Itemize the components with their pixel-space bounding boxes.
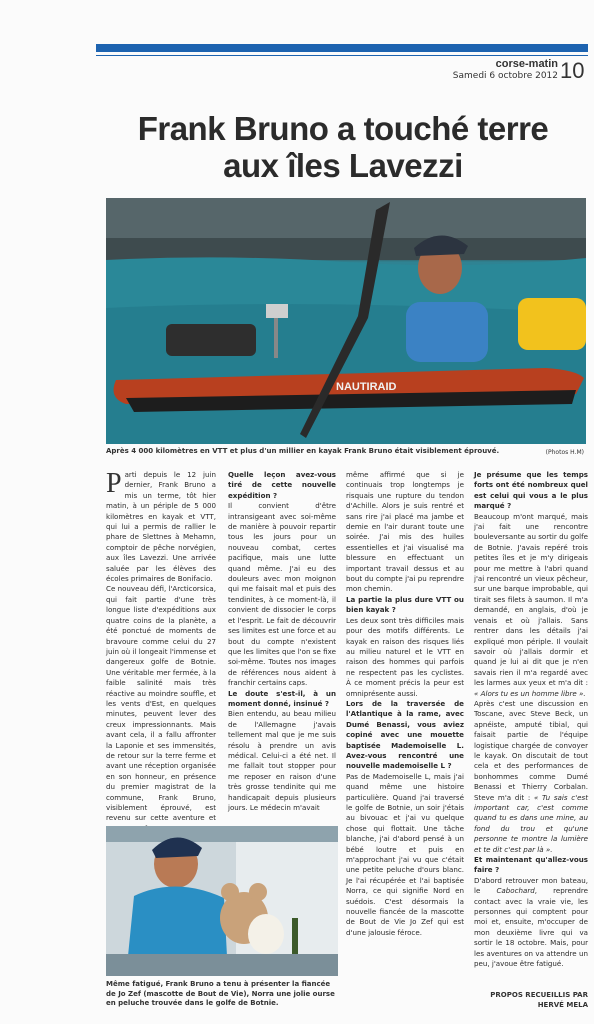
teddy-bear-photo-illustration [106,826,338,976]
question-6: Et maintenant qu'allez-vous faire ? [474,855,588,875]
question-3: La partie la plus dure VTT ou bien kayak ? [346,594,464,615]
headline-line-1: Frank Bruno a touché terre [137,110,549,147]
question-4: Lors de la traversée de l'Atlantique à la rame, avec Dumé Benassi, vous aviez copiné avec une mouette baptisée Mademoiselle L. Avez-vous rencontré une nouvelle mademoiselle L ? [346,698,464,771]
question-1: Quelle leçon avez-vous tiré de cette nouvelle expédition ? [228,470,336,500]
teddy-photo-caption: Même fatigué, Frank Bruno a tenu à présenter la fiancée de Jo Zef (mascotte de Bout de Vie), Norra une jolie ourse en peluche trouvée dans le golfe de Botnie. [106,980,335,1007]
drop-cap: P [106,468,122,499]
article-column-4 [474,470,588,970]
answer-6: D'abord retrouver mon bateau, le [474,875,588,896]
answer-4: Pas de Mademoiselle L, mais j'ai quand même une histoire particulière. Quand j'ai traversé le golfe de Botnie, un soir j'étais au bivouac et j'ai vu quelque chose qui flottait. Une tâche blanche, j'ai d'abord pensé à un bébé loutre et puis en m'approchant j'ai vu que c'était une petite peluche d'ours blanc. Je l'ai récupérée et l'ai baptisée Norra, ce qui signifie Nord en suédois. C'est désormais la nouvelle fiancée de la mascotte de Bout de Vie Jo Zef qui est d'une jalousie féroce. [346,771,464,937]
answer-5: Beaucoup m'ont marqué, mais j'ai fait une rencontre bouleversante au sortir du golfe de Botnie. J'avais repéré trois petites îles et je m'y dirigeais pour me mettre à l'abri quand j'ai rencontré un vieux pêcheur, sur une barque improbable, qui tirait ses filets à saumon. Il m'a demandé, en anglais, d'où je venais et où j'allais. Sans rentrer dans les détails j'ai expliqué mon périple. Il voulait savoir où j'allais dormir et quand je lui ai dit que je n'en savais rien il m'a regardé avec les larmes aux yeux et m'a dit : [474,511,588,688]
issue-date: Samedi 6 octobre 2012 [452,71,558,81]
byline-line-2: HERVÉ MELA [537,1001,588,1009]
top-thin-rule [96,55,588,56]
answer-5-quote: « Alors tu es un homme libre ». [474,688,586,698]
byline [488,990,588,1010]
answer-5-continued: Après c'est une discussion en Toscane, avec Steve Beck, un apnéiste, amputé tibial, qui faisait partie de l'équipe logistique chargée de convoyer le kayak. On discutait de tout cela et des performances de bonhommes comme Dumé Benassi et Thierry Corbalan. Steve m'a dit : [474,698,588,802]
answer-2-continued: même affirmé que si je continuais trop longtemps je risquais une rupture du tendon d'Achille. Alors je suis rentré et sans rire j'ai placé ma jambe et demie en l'air durant toute une soirée. J'ai mis des huiles essentielles et j'ai visualisé ma blessure en effectuant un important travail dessus et au bout du compte j'ai pu reprendre mon chemin. [346,470,464,594]
headline-line-2: aux îles Lavezzi [223,147,463,184]
headline [98,110,588,184]
teddy-bear-photo [106,826,338,976]
article-intro: arti depuis le 12 juin dernier, Frank Bruno a mis un terme, tôt hier matin, à un périple de 5 000 kilomètres en kayak et VTT, qui lui a permis de rallier le phare de Slettnes à Mehamn, comptoir de pêche norvégien, aux îles Lavezzi. Une arrivée saluée par les élèves des écoles primaires de Bonifacio. [106,470,216,584]
article-column-1 [106,470,216,834]
article-column-2 [228,470,336,813]
page-number: 10 [560,58,585,83]
kayak-photo [106,198,586,444]
answer-3: Les deux sont très difficiles mais pour des motifs différents. Le kayak en raison des risques liés au milieu naturel et le VTT en raison des hommes qui parfois ne respectent pas les cyclistes. À ce moment précis la peur est omniprésente aussi. [346,615,464,698]
masthead [430,58,558,82]
boat-name: Cabochard [496,886,535,896]
photo-caption-text: Après 4 000 kilomètres en VTT et plus d'un millier en kayak Frank Bruno était visiblement éprouvé. [106,447,500,455]
kayak-brand-label: NAUTIRAID [336,381,397,393]
answer-1: Il convient d'être intransigeant avec soi-même de manière à pouvoir repartir tous les jours pour un nouveau combat, certes pacifique, mais une lutte quand même. J'ai eu des douleurs avec mon moignon qui me faisait mal et puis des tendinites, à ce moment-là, il convient de dissocier le corps et l'esprit. Le fait de découvrir ses limites est une force et au bout du compte n'existent que les limites que l'on se fixe soi-même. Toutes nos images de références nous aident à franchir certains caps. [228,501,336,688]
byline-line-1: PROPOS RECUEILLIS PAR [490,991,588,999]
photo-credit: (Photos H.M) [545,449,584,456]
top-rule [96,44,588,52]
question-2: Le doute s'est-il, à un moment donné, insinué ? [228,688,336,708]
article-column-3 [346,470,464,938]
question-5: Je présume que les temps forts ont été nombreux quel est celui qui vous a le plus marqué ? [474,470,588,511]
newspaper-name: corse-matin [495,58,558,70]
answer-6-continued: , reprendre contact avec la vraie vie, les personnes qui comptent pour moi et, ensuite, m'occuper de mon deuxième livre qui va sortir le 18 octobre. Mais, pour les aventures on va attendre un peu, j'avoue être fatigué. [474,886,588,969]
answer-5-quote-2: « Tu sais c'est important car, c'est comme quand tu es dans une mine, au fond du trou et qu'une personne te montre la lumière et te dit c'est par là ». [474,792,588,854]
article-paragraph-2: Ce nouveau défi, l'Arcticorsica, qui fait partie d'une très longue liste d'expéditions aux quatre coins de la planète, a été ponctué de moments de bravoure comme celui du 27 juin où il longeait l'immense et dangereux golfe de Botnie. Une véritable mer fermée, à la faible salinité mais très réactive au moindre souffle, et les vents d'Est, en quelques minutes, peuvent lever des creux impressionnants. Mais avant cela, il a fallu affronter la Laponie et ses immensités, de retour sur la terre ferme et avant une réception organisée en son honneur, en présence du premier magistrat de la commune, Frank Bruno, visiblement éprouvé, est revenu sur cette aventure et [106,584,216,823]
answer-2: Bien entendu, au beau milieu de l'Allemagne j'avais tellement mal que je me suis résolu à prendre un avis médical. Celui-ci a été net. Il me fallait tout stopper pour me reposer en raison d'une très grosse tendinite qui me handicapait depuis plusieurs jours. Le médecin m'avait [228,709,336,812]
kayak-photo-illustration [106,198,586,444]
photo-caption [106,447,586,456]
